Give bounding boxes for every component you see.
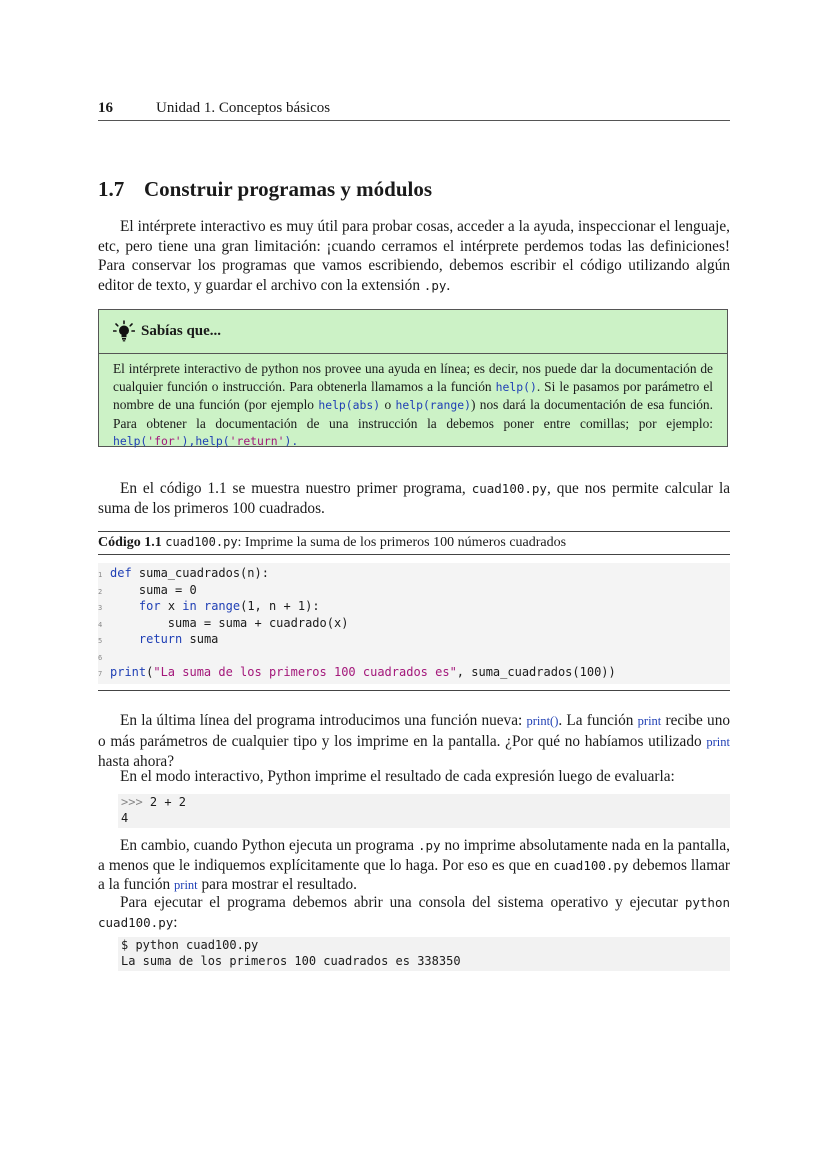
inline-code: python cuad100.py: [98, 895, 730, 930]
page-number: 16: [98, 100, 113, 116]
shell-command: $ python cuad100.py: [121, 938, 259, 952]
paragraph-interactive: En el modo interactivo, Python imprime el resultado de cada expresión luego de evaluarla:: [120, 768, 675, 785]
shell-block: [118, 937, 730, 971]
section-title: Construir programas y módulos: [144, 177, 433, 201]
tip-divider: [99, 353, 727, 354]
repl-output: 4: [121, 811, 129, 825]
code-end-rule: [98, 690, 730, 691]
repl-block: [118, 794, 730, 828]
shell-output: La suma de los primeros 100 cuadrados es 338350: [121, 954, 461, 968]
code-line: 7 print("La suma de los primeros 100 cuadrados es", suma_cuadrados(100)): [98, 665, 616, 679]
paragraph-run: Para ejecutar el programa debemos abrir una consola del sistema operativo y ejecutar python cuad100.py:: [98, 894, 730, 931]
code-line: 1 def suma_cuadrados(n):: [98, 566, 269, 580]
code-caption: Código 1.1 cuad100.py: Imprime la suma de los primeros 100 números cuadrados: [98, 531, 730, 555]
code-line: 6: [98, 653, 103, 662]
inline-code: cuad100.py: [471, 481, 547, 496]
lightbulb-icon: [113, 320, 135, 342]
section-number: 1.7: [98, 177, 125, 201]
code-label: Código 1.1: [98, 535, 162, 550]
inline-code: help(range): [395, 398, 471, 412]
code-listing: [98, 563, 730, 684]
inline-code: help(abs): [318, 398, 381, 412]
paragraph-intro: El intérprete interactivo es muy útil para probar cosas, acceder a la ayuda, inspeccionar el lenguaje, etc, pero tiene una gran limitación: ¡cuando cerramos el intérprete perdemos todas las definiciones! Para conservar los programas que vamos escribiendo, debemos escribir el código utilizando algún editor de texto, y guardar el archivo con la extensión .py.: [98, 218, 730, 294]
code-filename: cuad100.py: [165, 535, 238, 549]
paragraph-print: En la última línea del programa introducimos una función nueva: print(). La función print recibe uno o más parámetros de cualquier tipo y los imprime en la pantalla. ¿Por qué no habíamos utilizado print hasta ahora?: [98, 712, 730, 770]
page-header: [98, 100, 730, 121]
repl-input: 2 + 2: [142, 795, 187, 809]
inline-code: print: [174, 878, 198, 892]
tip-title: Sabías que...: [141, 322, 222, 339]
inline-code: print: [637, 714, 662, 728]
section-heading: [98, 177, 432, 202]
inline-code: .py: [423, 277, 447, 293]
tip-box: [98, 309, 728, 447]
paragraph-first-program: En el código 1.1 se muestra nuestro primer programa, cuad100.py, que nos permite calcular la suma de los primeros 100 cuadrados.: [98, 480, 730, 517]
paragraph-program-mode: En cambio, cuando Python ejecuta un programa .py no imprime absolutamente nada en la pantalla, a menos que le indiquemos explícitamente que lo haga. Por eso es que en cuad100.py debemos llamar a la función print para mostrar el resultado.: [98, 837, 731, 893]
inline-code: cuad100.py: [553, 857, 629, 873]
inline-code: print(): [526, 714, 559, 728]
code-line: 4 suma = suma + cuadrado(x): [98, 615, 349, 630]
inline-code: help(): [495, 379, 537, 394]
code-line: 5 return suma: [98, 632, 219, 646]
tip-header: [113, 320, 221, 342]
tip-body: El intérprete interactivo de python nos provee una ayuda en línea; es decir, nos puede dar la documentación de cualquier función o instrucción. Para obtenerla llamamos a la función help(). Si le pasamos por parámetro el nombre de una función (por ejemplo help(abs) o help(range)) nos dará la documentación de esa función. Para obtener la documentación de una instrucción la debemos poner entre comillas; por ejemplo: help('for'),help('return').: [113, 361, 714, 448]
inline-code: print: [706, 734, 730, 749]
inline-code: .py: [417, 838, 441, 853]
code-line: 3 for x in range(1, n + 1):: [98, 599, 320, 613]
chapter-title: Unidad 1. Conceptos básicos: [156, 100, 331, 116]
repl-prompt: >>>: [121, 795, 143, 809]
code-line: 2 suma = 0: [98, 582, 197, 597]
